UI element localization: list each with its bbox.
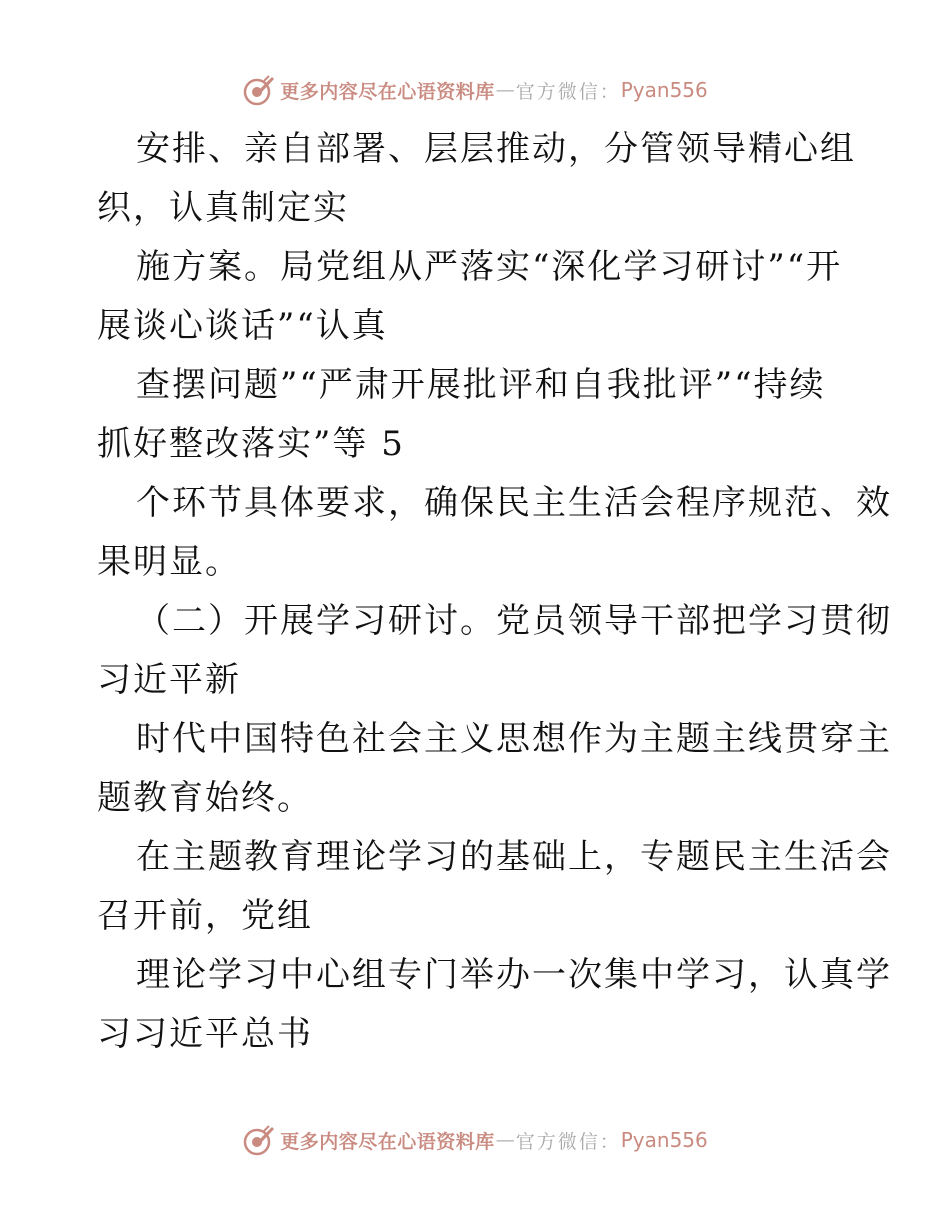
paragraph-1: [97, 120, 892, 1064]
quill-logo-icon: [242, 1123, 276, 1157]
text-line: 施方案。局党组从严落实“深化学习研讨”“开: [136, 247, 843, 287]
text-line: 题教育始终。: [97, 778, 313, 818]
wechat-label: 官方微信：: [515, 80, 621, 103]
text-line: 个环节具体要求，确保民主生活会程序规范、效: [136, 483, 892, 523]
text-line: 安排、亲自部署、层层推动，分管领导精心组: [136, 129, 856, 169]
text-line: 果明显。: [97, 542, 241, 582]
watermark-dash: —: [495, 79, 515, 101]
watermark-text: 更多内容尽在心语资料库: [280, 80, 495, 103]
wechat-id: Pyan556: [620, 78, 708, 102]
document-body: [0, 120, 950, 1064]
text-line: 在主题教育理论学习的基础上，专题民主生活会: [136, 837, 892, 877]
quill-logo-icon: [242, 73, 276, 107]
footer-watermark: [0, 1120, 950, 1160]
text-line: 习习近平总书: [97, 1014, 313, 1054]
text-line: 查摆问题”“严肃开展批评和自我批评”“持续: [136, 365, 826, 405]
wechat-id: Pyan556: [620, 1128, 708, 1152]
text-line: 召开前，党组: [97, 896, 313, 936]
watermark-dash: —: [495, 1129, 515, 1151]
text-line: 展谈心谈话”“认真: [97, 306, 388, 346]
section-heading-line: （二）开展学习研讨。党员领导干部把学习贯彻: [136, 601, 892, 641]
watermark-text: 更多内容尽在心语资料库: [280, 1130, 495, 1153]
text-line: 理论学习中心组专门举办一次集中学习，认真学: [136, 955, 892, 995]
text-line: 习近平新: [97, 660, 241, 700]
text-line: 抓好整改落实”等 5: [97, 424, 405, 464]
header-watermark: [0, 70, 950, 110]
wechat-label: 官方微信：: [515, 1130, 621, 1153]
text-line: 时代中国特色社会主义思想作为主题主线贯穿主: [136, 719, 892, 759]
text-line: 织，认真制定实: [97, 188, 349, 228]
